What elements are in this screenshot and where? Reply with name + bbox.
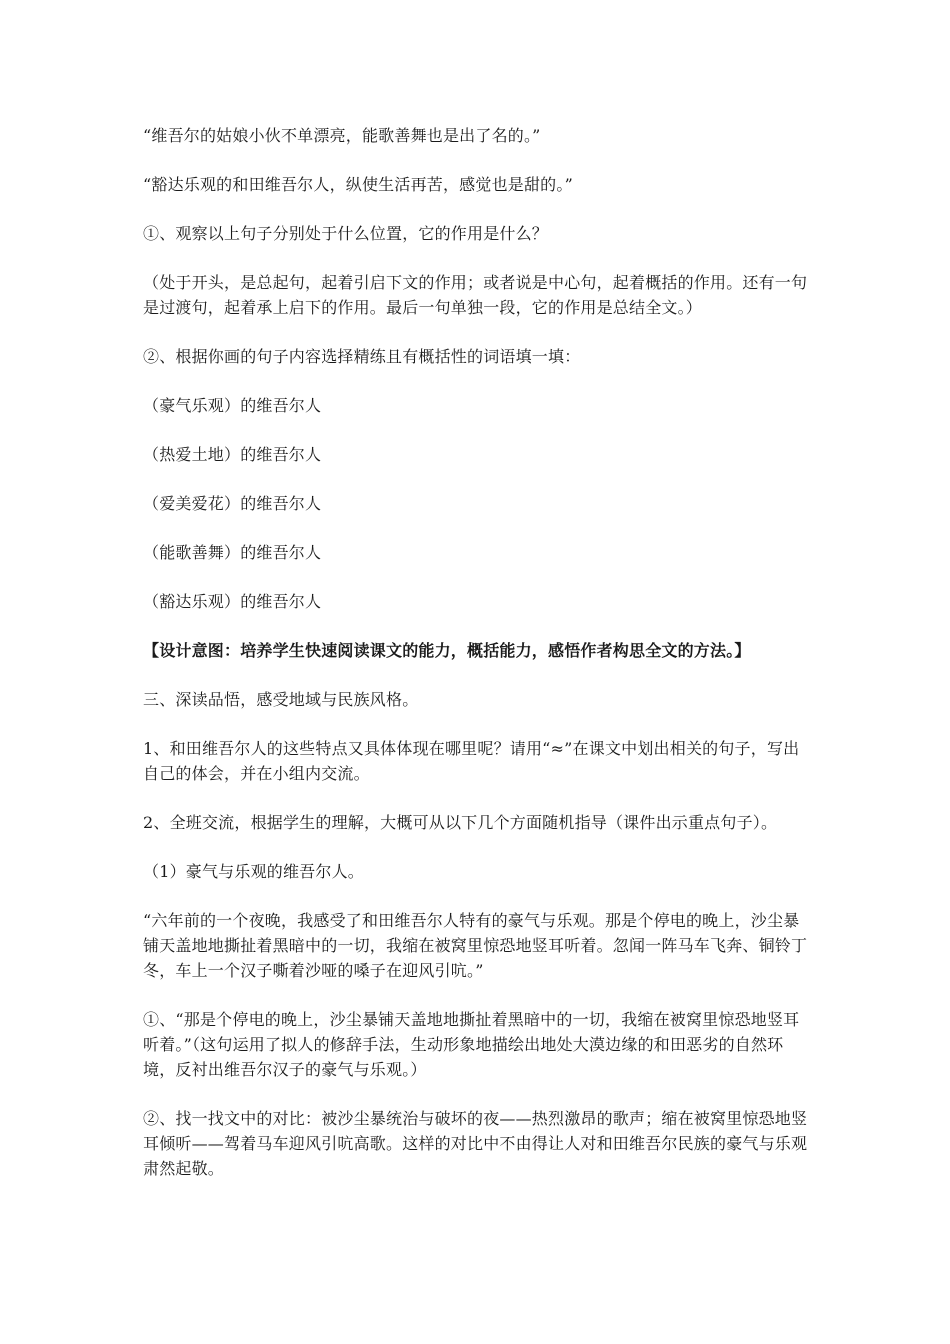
design-intent: 【设计意图：培养学生快速阅读课文的能力，概括能力，感悟作者构思全文的方法。】 [143,641,751,660]
fill-item-1: （豪气乐观）的维吾尔人 [143,396,322,415]
subheading-1: （1）豪气与乐观的维吾尔人。 [143,862,364,881]
fill-item-3: （爱美爱花）的维吾尔人 [143,494,322,513]
question-2: ②、根据你画的句子内容选择精练且有概括性的词语填一填： [143,347,581,366]
fill-item-2: （热爱土地）的维吾尔人 [143,445,322,464]
quote-paragraph-1: “维吾尔的姑娘小伙不单漂亮，能歌善舞也是出了名的。” [143,126,541,145]
analysis-1: ①、“那是个停电的晚上，沙尘暴铺天盖地地撕扯着黑暗中的一切，我缩在被窝里惊恐地竖耳听着。”（这句运用了拟人的修辞手法，生动形象地描绘出地处大漠边缘的和田恶劣的自然环境，反衬出维吾尔汉子的豪气与乐观。） [143,1010,800,1079]
step-2: 2、全班交流，根据学生的理解，大概可从以下几个方面随机指导（课件出示重点句子）。 [143,813,778,832]
text-quote: “六年前的一个夜晚，我感受了和田维吾尔人特有的豪气与乐观。那是个停电的晚上，沙尘暴铺天盖地地撕扯着黑暗中的一切，我缩在被窝里惊恐地竖耳听着。忽闻一阵马车飞奔、铜铃丁冬，车上一个汉子嘶着沙哑的嗓子在迎风引吭。” [143,911,808,980]
quote-paragraph-2: “豁达乐观的和田维吾尔人，纵使生活再苦，感觉也是甜的。” [143,175,573,194]
analysis-2: ②、找一找文中的对比：被沙尘暴统治与破坏的夜——热烈激昂的歌声；缩在被窝里惊恐地竖耳倾听——驾着马车迎风引吭高歌。这样的对比中不由得让人对和田维吾尔民族的豪气与乐观肃然起敬。 [143,1109,808,1178]
answer-1: （处于开头，是总起句，起着引启下文的作用；或者说是中心句，起着概括的作用。还有一句是过渡句，起着承上启下的作用。最后一句单独一段，它的作用是总结全文。） [143,273,808,317]
question-1: ①、观察以上句子分别处于什么位置，它的作用是什么？ [143,224,549,243]
step-1: 1、和田维吾尔人的这些特点又具体体现在哪里呢？请用“≈”在课文中划出相关的句子，写出自己的体会，并在小组内交流。 [143,739,800,783]
section-heading-3: 三、深读品悟，感受地域与民族风格。 [143,690,419,709]
fill-item-5: （豁达乐观）的维吾尔人 [143,592,322,611]
document-page [143,123,815,1205]
fill-item-4: （能歌善舞）的维吾尔人 [143,543,322,562]
